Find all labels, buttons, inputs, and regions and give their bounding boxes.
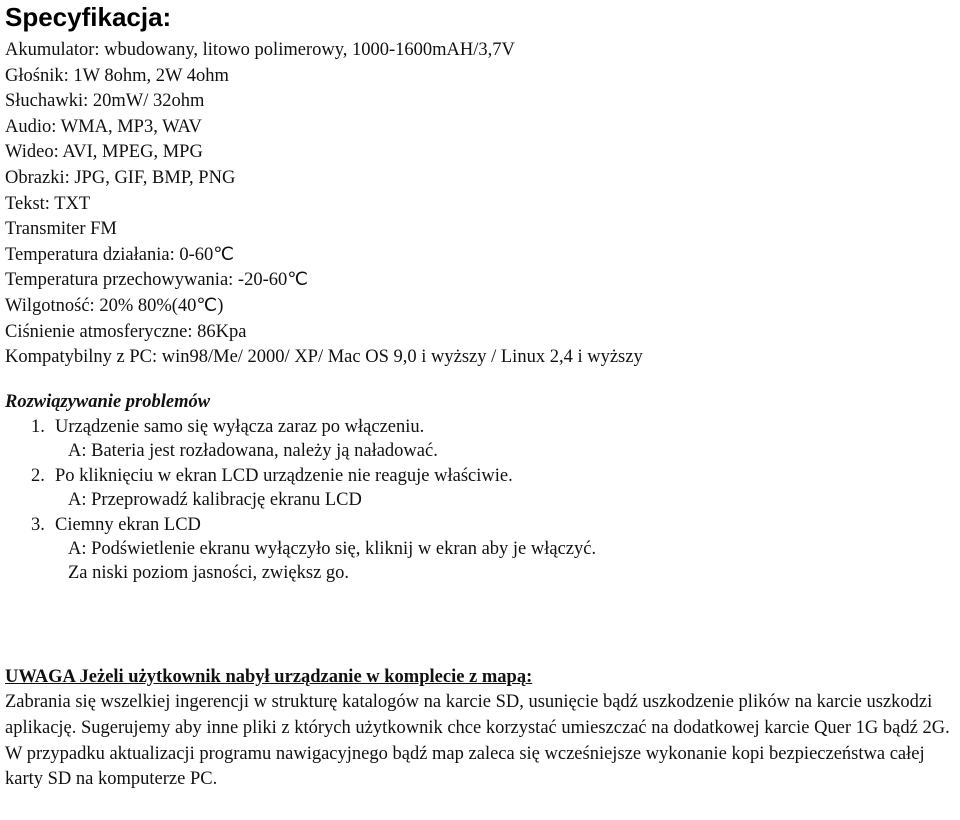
- page-title: Specyfikacja:: [5, 2, 172, 32]
- problem-number: 1.: [31, 417, 45, 437]
- spec-item: Audio: WMA, MP3, WAV: [5, 116, 202, 137]
- spec-item: Kompatybilny z PC: win98/Me/ 2000/ XP/ Mac OS 9,0 i wyższy / Linux 2,4 i wyższy: [5, 347, 643, 368]
- problem-number: 3.: [31, 514, 45, 535]
- warning-title: UWAGA Jeżeli użytkownik nabył urządzanie w komplecie z mapą:: [5, 667, 533, 687]
- spec-item: Obrazki: JPG, GIF, BMP, PNG: [5, 167, 236, 188]
- problem-item: [5, 464, 596, 488]
- answer-text: A: Przeprowadź kalibrację ekranu LCD: [68, 490, 362, 511]
- spec-list: [5, 38, 643, 371]
- troubleshooting-section: [5, 390, 596, 586]
- spec-item: Transmiter FM: [5, 219, 117, 240]
- answer-text: Za niski poziom jasności, zwiększ go.: [68, 563, 350, 584]
- warning-section: [5, 664, 960, 793]
- troubleshooting-title: Rozwiązywanie problemów: [5, 392, 211, 412]
- spec-item: Temperatura przechowywania: -20-60℃: [5, 270, 309, 291]
- problem-item: [5, 513, 596, 537]
- spec-item: Ciśnienie atmosferyczne: 86Kpa: [5, 321, 247, 342]
- spec-item: Tekst: TXT: [5, 193, 91, 214]
- spec-item: Temperatura działania: 0-60℃: [5, 244, 235, 265]
- problem-text: Ciemny ekran LCD: [55, 514, 201, 535]
- problem-text: Urządzenie samo się wyłącza zaraz po włączeniu.: [55, 417, 425, 437]
- answer-text: A: Podświetlenie ekranu wyłączyło się, kliknij w ekran aby je włączyć.: [68, 538, 597, 559]
- problem-number: 2.: [31, 465, 45, 486]
- spec-item: Wideo: AVI, MPEG, MPG: [5, 142, 203, 163]
- warning-paragraph: W przypadku aktualizacji programu nawigacyjnego bądź map zaleca się wcześniejsze wykonanie kopi bezpieczeństwa całej karty SD na komputerze PC.: [5, 743, 925, 790]
- spec-item: Akumulator: wbudowany, litowo polimerowy, 1000-1600mAH/3,7V: [5, 40, 515, 60]
- problem-item: [5, 415, 596, 439]
- problem-text: Po kliknięciu w ekran LCD urządzenie nie reaguje właściwie.: [55, 465, 513, 486]
- warning-paragraph: Zabrania się wszelkiej ingerencji w strukturę katalogów na karcie SD, usunięcie bądź uszkodzenie plików na karcie uszkodzi aplikację. Sugerujemy aby inne pliki z których użytkownik chce korzystać umieszczać na dodatkowej karcie Quer 1G bądź 2G.: [5, 692, 950, 738]
- spec-item: Słuchawki: 20mW/ 32ohm: [5, 91, 205, 112]
- answer-text: A: Bateria jest rozładowana, należy ją naładować.: [68, 441, 438, 462]
- spec-item: Głośnik: 1W 8ohm, 2W 4ohm: [5, 65, 229, 86]
- spec-item: Wilgotność: 20% 80%(40℃): [5, 295, 224, 316]
